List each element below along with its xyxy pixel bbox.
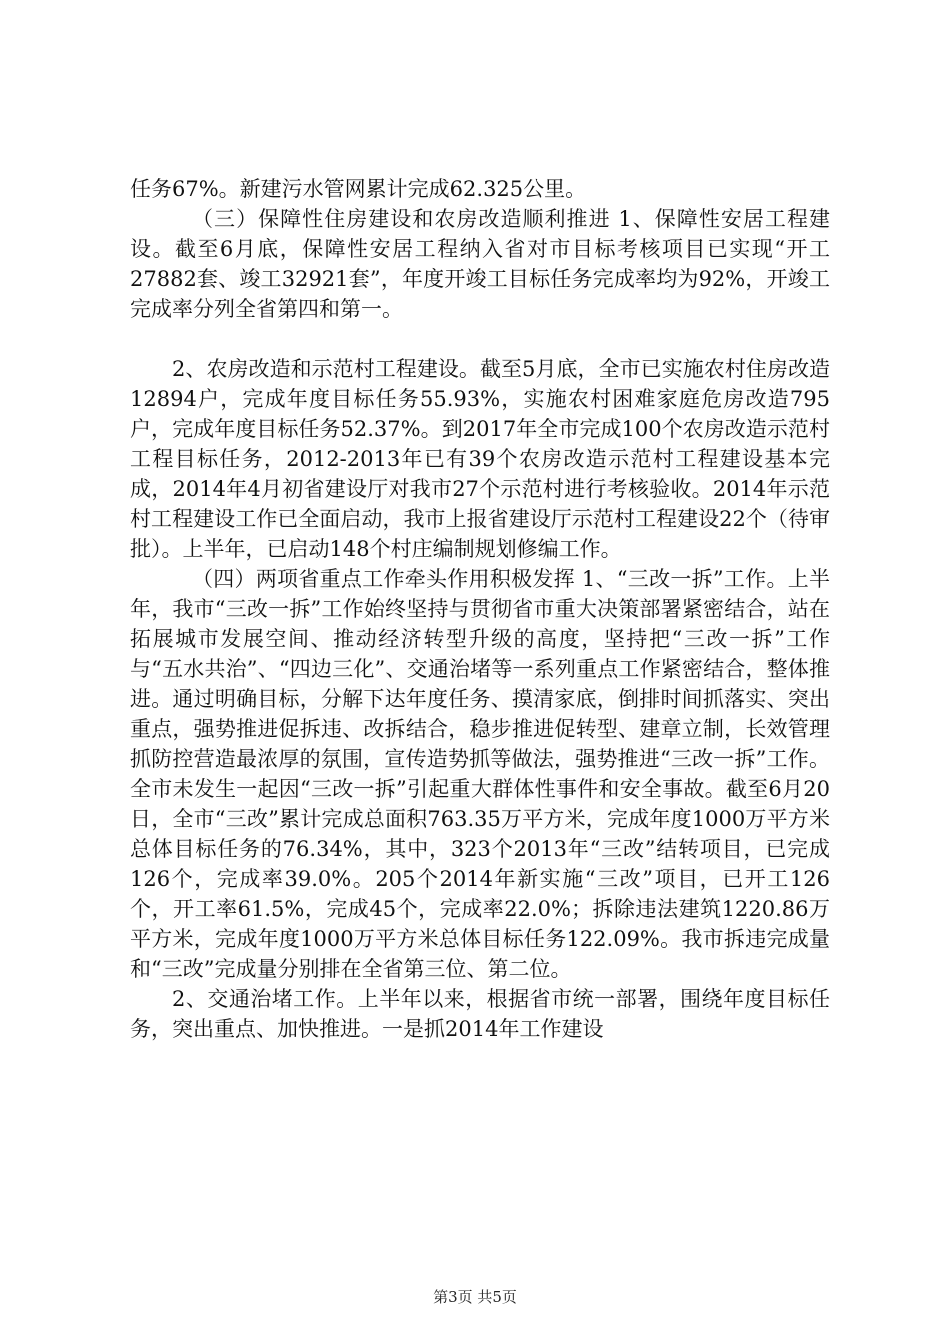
- paragraph-section-four: （四）两项省重点工作牵头作用积极发挥 1、“三改一拆”工作。上半年，我市“三改一拆”工作始终坚持与贯彻省市重大决策部署紧密结合，站在拓展城市发展空间、推动经济转型升级的高度，坚持把“三改一拆”工作与“五水共治”、“四边三化”、交通治堵等一系列重点工作紧密结合，整体推进。通过明确目标，分解下达年度任务、摸清家底，倒排时间抓落实、突出重点，强势推进促拆违、改拆结合，稳步推进促转型、建章立制，长效管理抓防控营造最浓厚的氛围，宣传造势抓等做法，强势推进“三改一拆”工作。全市未发生一起因“三改一拆”引起重大群体性事件和安全事故。截至6月20日，全市“三改”累计完成总面积763.35万平方米，完成年度1000万平方米总体目标任务的76.34%，其中，323个2013年“三改”结转项目，已完成126个，完成率39.0%。205个2014年新实施“三改”项目，已开工126个，开工率61.5%，完成45个，完成率22.0%；拆除违法建筑1220.86万平方米，完成年度1000万平方米总体目标任务122.09%。我市拆违完成量和“三改”完成量分别排在全省第三位、第二位。: [130, 567, 830, 981]
- paragraph-rural-housing: 2、农房改造和示范村工程建设。截至5月底，全市已实施农村住房改造12894户，完成年度目标任务55.93%，实施农村困难家庭危房改造795户，完成年度目标任务52.37%。到2017年全市完成100个农房改造示范村工程目标任务，2012-2013年已有39个农房改造示范村工程建设基本完成，2014年4月初省建设厅对我市27个示范村进行考核验收。2014年示范村工程建设工作已全面启动，我市上报省建设厅示范村工程建设22个（待审批）。上半年，已启动148个村庄编制规划修编工作。: [130, 357, 830, 561]
- paragraph-traffic: 2、交通治堵工作。上半年以来，根据省市统一部署，围绕年度目标任务，突出重点、加快推进。一是抓2014年工作建设: [130, 987, 830, 1041]
- page-number-footer: 第3页 共5页: [433, 1288, 517, 1306]
- paragraph-spacer: [130, 324, 830, 354]
- document-body: [130, 174, 830, 1044]
- paragraph-section-three: （三）保障性住房建设和农房改造顺利推进 1、保障性安居工程建设。截至6月底，保障性安居工程纳入省对市目标考核项目已实现“开工27882套、竣工32921套”，年度开竣工目标任务完成率均为92%，开竣工完成率分列全省第四和第一。: [130, 207, 830, 321]
- paragraph-continuation: 任务67%。新建污水管网累计完成62.325公里。: [130, 177, 587, 201]
